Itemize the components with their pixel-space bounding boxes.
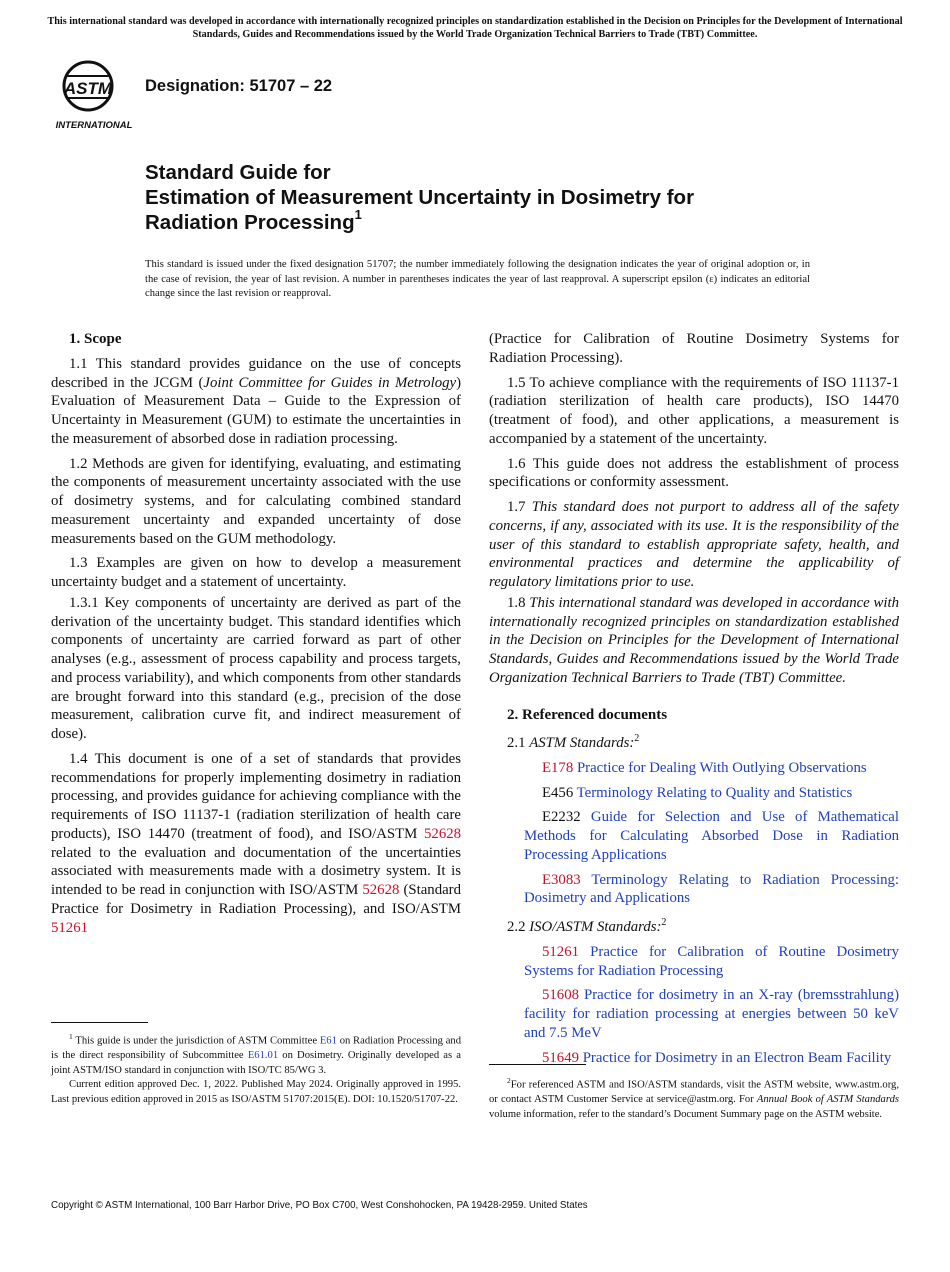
astm-logo bbox=[52, 56, 136, 132]
isoastm-standards-label: 2.2 ISO/ASTM Standards:$^2$ bbox=[507, 917, 667, 936]
reference-item[interactable]: E2232 Guide for Selection and Use of Mathematical Methods for Calculating Absorbed Dose in Radiation Processing Applications bbox=[524, 809, 899, 863]
isoastm-reference-list bbox=[489, 943, 899, 1068]
designation: Designation: 51707 – 22 bbox=[145, 77, 333, 95]
copyright-notice: Copyright © ASTM International, 100 Barr Harbor Drive, PO Box C700, West Conshohocken, PA 19428-2959. United States bbox=[51, 1200, 588, 1211]
link-e61[interactable]: E61 bbox=[319, 1035, 337, 1047]
para-1-4: 1.4 This document is one of a set of standards that provides recommendations for properly implementing dosimetry in radiation processing, and provides guidance for achieving compliance with the requirements of ISO 11137-1 (radiation sterilization of health care products), ISO 14470 (treatment of food), and ISO/ASTM 52628 related to the evaluation and documentation of the uncertainties associated with measurements made with a dosimetry system. It is intended to be read in conjunction with ISO/ASTM 52628 (Standard Practice for Dosimetry in Radiation Processing), and ISO/ASTM 51261 bbox=[51, 750, 462, 936]
title-line-3: Radiation Processing bbox=[145, 211, 355, 234]
logo-subtext: INTERNATIONAL bbox=[55, 120, 133, 131]
top-notice: This international standard was developed in accordance with internationally recognized principles on standardization established in the Decision on Principles for the Development of International Standards, Guides and Recommendations issued by the World Trade Organization Technical Barriers to Trade (TBT) Committee. bbox=[47, 16, 903, 40]
para-1-3: 1.3 Examples are given on how to develop a measurement uncertainty budget and a statement of uncertainty. bbox=[51, 555, 461, 590]
reference-item[interactable]: E456 Terminology Relating to Quality and Statistics bbox=[542, 784, 853, 801]
link-e61-01[interactable]: E61.01 bbox=[247, 1050, 279, 1062]
link-52628-second[interactable]: 52628 bbox=[362, 882, 400, 898]
reference-item[interactable]: E3083 Terminology Relating to Radiation Processing: Dosimetry and Applications bbox=[524, 871, 899, 907]
para-1-2: 1.2 Methods are given for identifying, evaluating, and estimating the components of measurement uncertainty associated with the use of dosimetry systems, and for calculating combined standard measurement uncertainty and expanded uncertainty of dose measurements based on the GUM methodology. bbox=[51, 455, 461, 547]
para-1-7: 1.7 This standard does not purport to address all of the safety concerns, if any, associated with its use. It is the responsibility of the user of this standard to establish appropriate safety, health, and environmental practices and determine the applicability of regulatory limitations prior to use. bbox=[489, 499, 899, 590]
para-1-3-1: 1.3.1 Key components of uncertainty are derived as part of the derivation of the uncertainty budget. This standard identifies which components of uncertainty are carried forward as part of other analyses (e.g., assessment of process capability and process targets, and process variability), and which components from other standards are brought forward into this standard (e.g., precision of the dose measurement, calibration curve fit, and indirect measurement of dose). bbox=[51, 594, 461, 742]
right-column bbox=[489, 330, 899, 1073]
footnote-2: $^2$For referenced ASTM and ISO/ASTM standards, visit the ASTM website, www.astm.org, or contact ASTM Customer Service at service@astm.org. For Annual Book of ASTM Standards volume information, refer to the standard’s Document Summary page on the ASTM website. bbox=[489, 1076, 899, 1120]
left-column bbox=[51, 330, 461, 943]
title-line-1: Standard Guide for bbox=[145, 161, 331, 184]
footnote-rule-right bbox=[489, 1064, 586, 1065]
reference-item[interactable]: 51608 Practice for dosimetry in an X-ray (bremsstrahlung) facility for radiation processing at energies between 50 keV and 7.5 MeV bbox=[524, 987, 899, 1041]
reference-item[interactable]: 51261 Practice for Calibration of Routine Dosimetry Systems for Radiation Processing bbox=[524, 943, 900, 979]
title-line-2: Estimation of Measurement Uncertainty in Dosimetry for bbox=[145, 186, 695, 209]
link-52628[interactable]: 52628 bbox=[424, 825, 462, 842]
footnote-rule-left bbox=[51, 1022, 148, 1023]
astm-reference-list bbox=[489, 759, 899, 908]
para-1-1: 1.1 This standard provides guidance on the use of concepts described in the JCGM (Joint Committee for Guides in Metrology) Evaluation of Measurement Data – Guide to the Expression of Uncertainty in Measurement (GUM) to estimate the uncertainties in the measurement of absorbed dose in radiation processing. bbox=[51, 355, 461, 447]
scope-heading: 1. Scope bbox=[69, 331, 122, 347]
title-footnote-mark: 1 bbox=[354, 207, 362, 223]
references-heading: 2. Referenced documents bbox=[507, 706, 668, 723]
footnote-1: $^1$ This guide is under the jurisdiction of ASTM Committee E61 on Radiation Processing and is the direct responsibility of Subcommittee E61.01 on Dosimetry. Originally developed as a joint ASTM/ISO standard in conjunction with ISO/TC 85/WG 3. Current edition approved Dec. 1, 2022. Published May 2024. Originally approved in 1995. Last previous edition approved in 2015 as ISO/ASTM 51707:2015(E). DOI: 10.1520/51707-22. bbox=[51, 1032, 461, 1105]
reference-item[interactable]: 51649 Practice for Dosimetry in an Electron Beam Facility bbox=[542, 1049, 892, 1066]
astm-standards-label: 2.1 ASTM Standards:$^2$ bbox=[507, 733, 640, 752]
para-1-5: 1.5 To achieve compliance with the requirements of ISO 11137-1 (radiation sterilization of health care products), ISO 14470 (treatment of food), and other applications, a measurement is accompanied by a statement of the uncertainty. bbox=[489, 374, 899, 447]
document-title bbox=[145, 160, 845, 235]
logo-text: ASTM bbox=[63, 79, 113, 98]
para-1-6: 1.6 This guide does not address the establishment of process specifications or conformity assessment. bbox=[489, 455, 899, 491]
reference-item[interactable]: E178 Practice for Dealing With Outlying Observations bbox=[542, 759, 867, 776]
para-1-8: 1.8 This international standard was developed in accordance with internationally recognized principles on standardization established in the Decision on Principles for the Development of International Standards, Guides and Recommendations issued by the World Trade Organization Technical Barriers to Trade (TBT) Committee. bbox=[489, 594, 899, 686]
link-51261[interactable]: 51261 bbox=[51, 919, 88, 936]
issuance-note: This standard is issued under the fixed designation 51707; the number immediately following the designation indicates the year of original adoption or, in the case of revision, the year of last revision. A number in parentheses indicates the year of last reapproval. A superscript epsilon (ε) indicates an editorial change since the last revision or reapproval. bbox=[145, 259, 810, 300]
para-1-4-continued: (Practice for Calibration of Routine Dosimetry Systems for Radiation Processing). bbox=[489, 331, 899, 366]
